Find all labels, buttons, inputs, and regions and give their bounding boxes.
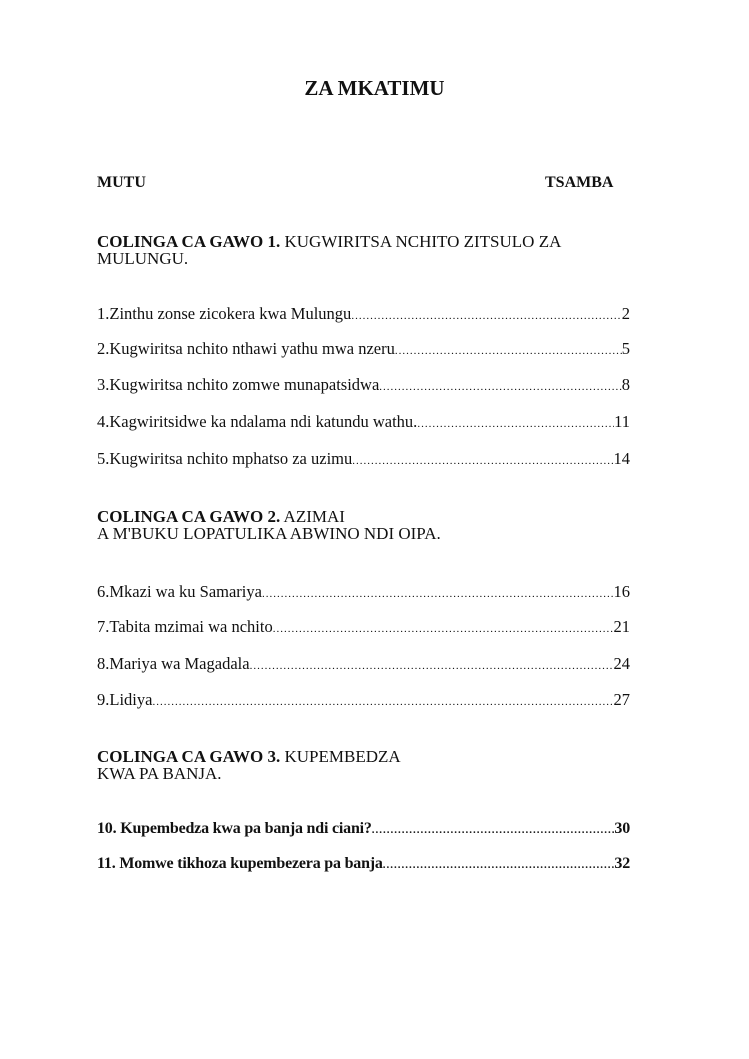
entry-page: 27 [613,690,630,709]
leader-dots [273,623,614,635]
entry-page: 11 [614,412,630,431]
section-title-cont: MULUNGU. [97,249,189,268]
entry-page: 30 [614,820,630,837]
entry-title: 1.Zinthu zonse zicokera kwa Mulungu [97,304,352,323]
column-header-title: MUTU [97,174,146,191]
section-heading-1 [97,233,561,267]
section-heading-3 [97,748,401,782]
toc-entry[interactable] [97,654,630,674]
entry-title: 3.Kugwiritsa nchito zomwe munapatsidwa [97,375,380,394]
entry-page: 24 [613,654,630,673]
leader-dots [383,859,615,871]
toc-entry[interactable] [97,304,630,324]
leader-dots [372,824,615,836]
leader-dots [152,696,613,708]
entry-title: 6.Mkazi wa ku Samariya [97,582,262,601]
section-title: AZIMAI [280,507,345,526]
toc-entry[interactable] [97,617,630,637]
entry-title: 2.Kugwiritsa nchito nthawi yathu mwa nzeru [97,339,395,358]
entry-title: 9.Lidiya [97,690,153,709]
entry-page: 2 [621,304,630,323]
toc-entry[interactable] [97,339,630,359]
section-number: COLINGA CA GAWO 3. [97,747,281,766]
column-header-page: TSAMBA [545,174,614,191]
entry-title: 10. Kupembedza kwa pa banja ndi ciani? [97,820,372,837]
entry-page: 8 [621,375,630,394]
page-title: ZA MKATIMU [304,76,445,100]
leader-dots [395,345,622,357]
toc-entry[interactable] [97,412,630,432]
entry-page: 16 [613,582,630,601]
entry-title: 4.Kagwiritsidwe ka ndalama ndi katundu wathu. [97,412,418,431]
entry-title: 7.Tabita mzimai wa nchito [97,617,273,636]
section-number: COLINGA CA GAWO 1. [97,232,281,251]
entry-page: 14 [613,449,630,468]
leader-dots [417,418,614,430]
entry-page: 32 [614,855,630,872]
entry-title: 11. Momwe tikhoza kupembezera pa banja [97,855,383,872]
section-heading-2 [97,508,441,542]
leader-dots [379,381,621,393]
entry-page: 21 [613,617,630,636]
leader-dots [262,588,614,600]
toc-entry[interactable] [97,820,630,838]
section-title: KUGWIRITSA NCHITO ZITSULO ZA [280,232,562,251]
entry-page: 5 [621,339,630,358]
leader-dots [352,455,613,467]
entry-title: 8.Mariya wa Magadala [97,654,250,673]
toc-entry[interactable] [97,690,630,710]
entry-title: 5.Kugwiritsa nchito mphatso za uzimu [97,449,353,468]
toc-entry[interactable] [97,375,630,395]
toc-entry[interactable] [97,582,630,602]
leader-dots [250,660,614,672]
toc-entry[interactable] [97,855,630,873]
section-title-cont: A M'BUKU LOPATULIKA ABWINO NDI OIPA. [97,524,441,543]
section-number: COLINGA CA GAWO 2. [97,507,281,526]
section-title: KUPEMBEDZA [280,747,401,766]
leader-dots [351,310,621,322]
section-title-cont: KWA PA BANJA. [97,764,222,783]
toc-entry[interactable] [97,449,630,469]
